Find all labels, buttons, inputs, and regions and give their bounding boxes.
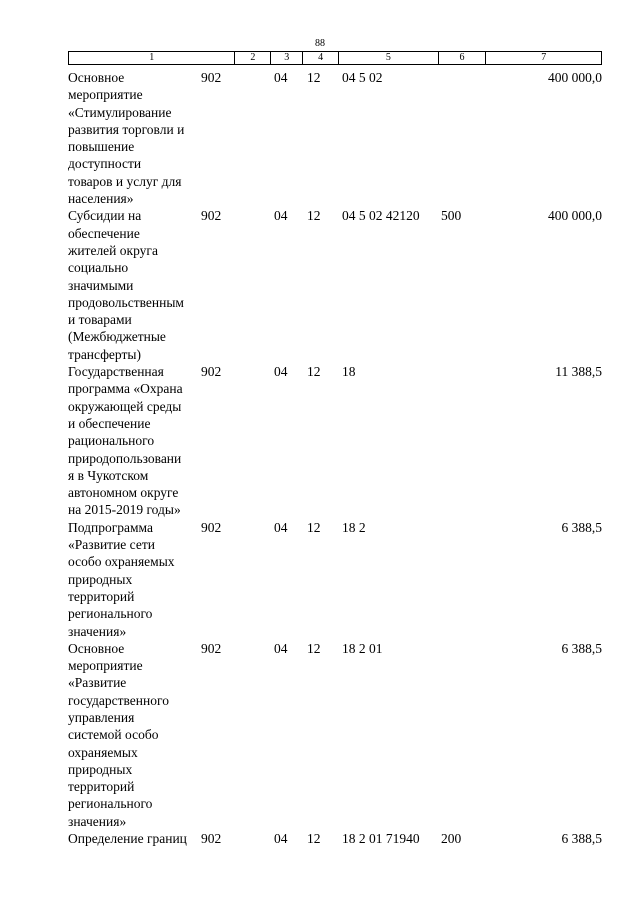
table-body <box>68 69 602 847</box>
row-name: Определение границ <box>68 831 187 847</box>
row-ved: 902 <box>201 640 222 656</box>
row-rz: 04 <box>274 519 288 535</box>
row-ved: 902 <box>201 831 222 847</box>
row-ved: 902 <box>201 70 222 85</box>
table-row <box>68 69 602 207</box>
row-ved: 902 <box>201 364 222 380</box>
row-rz: 04 <box>274 831 288 847</box>
row-name: Подпрограмма «Развитие сети особо охраняемых природных территорий регионального значения» <box>68 519 175 639</box>
row-sum: 6 388,5 <box>561 519 602 535</box>
row-sum: 11 388,5 <box>555 364 602 380</box>
row-name: Основное мероприятие «Развитие государственного управления системой особо охраняемых природных территорий регионального значения» <box>68 640 169 829</box>
row-pr: 12 <box>307 640 321 656</box>
header-cell-7: 7 <box>541 52 547 63</box>
row-rz: 04 <box>274 70 288 85</box>
row-name: Субсидии на обеспечение жителей округа социально значимыми продовольственным и товарами (Межбюджетные трансферты) <box>68 208 184 362</box>
table-row <box>68 207 602 363</box>
row-sum: 6 388,5 <box>561 640 602 656</box>
row-pr: 12 <box>307 519 321 535</box>
header-cell-3: 3 <box>271 52 303 64</box>
row-name: Основное мероприятие «Стимулирование развития торговли и повышение доступности товаров и услуг для населения» <box>68 70 185 207</box>
row-vr: 200 <box>441 831 462 847</box>
row-csr: 18 2 <box>342 519 366 535</box>
row-pr: 12 <box>307 831 321 847</box>
row-csr: 18 <box>342 364 356 380</box>
header-cell-2: 2 <box>235 52 271 64</box>
header-cell-5: 5 <box>339 52 439 64</box>
row-csr: 04 5 02 <box>342 70 383 85</box>
row-ved: 902 <box>201 519 222 535</box>
row-pr: 12 <box>307 208 321 224</box>
row-rz: 04 <box>274 364 288 380</box>
row-rz: 04 <box>274 640 288 656</box>
page-number: 88 <box>315 38 325 49</box>
row-pr: 12 <box>307 364 321 380</box>
table-row <box>68 830 602 847</box>
row-ved: 902 <box>201 208 222 224</box>
row-sum: 400 000,0 <box>548 208 602 224</box>
table-row <box>68 363 602 519</box>
table-row <box>68 640 602 830</box>
row-pr: 12 <box>307 70 321 85</box>
header-cell-6: 6 <box>439 52 487 64</box>
row-rz: 04 <box>274 208 288 224</box>
header-cell-4: 4 <box>303 52 339 64</box>
row-sum: 6 388,5 <box>561 831 602 847</box>
table-row <box>68 519 602 640</box>
table-header <box>68 51 602 65</box>
row-csr: 04 5 02 42120 <box>342 208 420 224</box>
row-name: Государственная программа «Охрана окружающей среды и обеспечение рационального природопользовани я в Чукотском автономном округе на 2015-2019 годы» <box>68 364 183 518</box>
header-cell-1: 1 <box>69 52 235 64</box>
row-csr: 18 2 01 <box>342 640 383 656</box>
row-sum: 400 000,0 <box>548 70 602 85</box>
row-vr: 500 <box>441 208 462 224</box>
row-csr: 18 2 01 71940 <box>342 831 420 847</box>
